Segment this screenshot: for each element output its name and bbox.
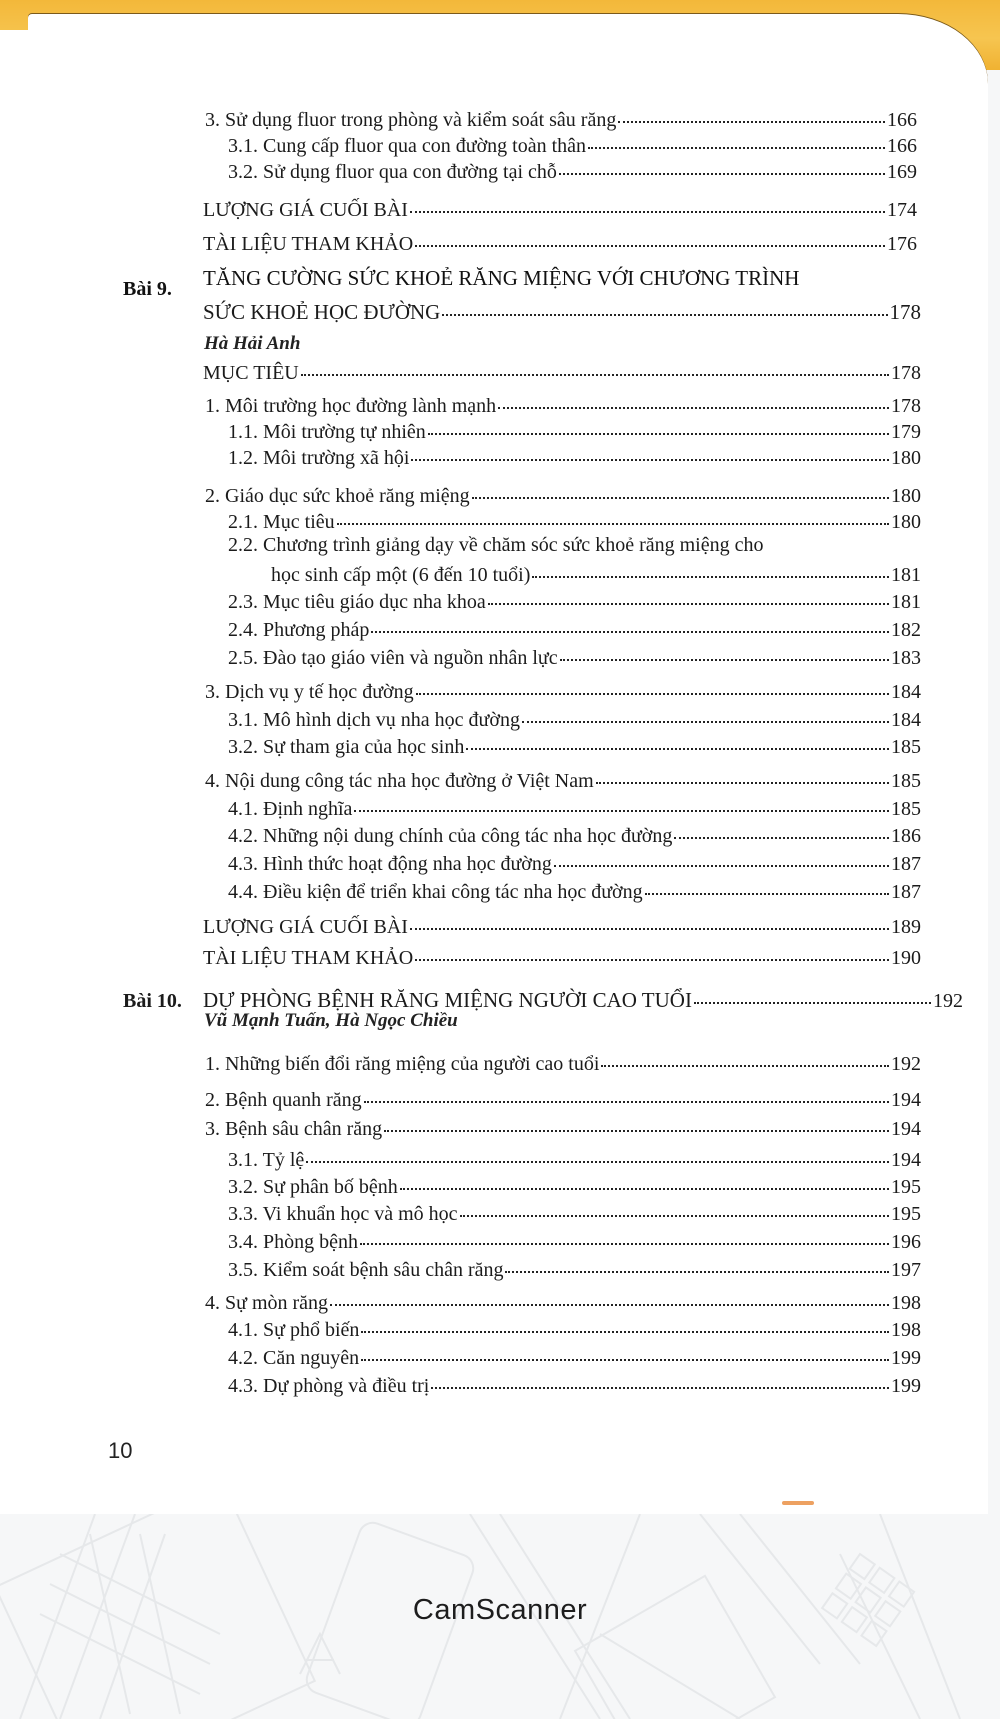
toc-entry-label: 3.5. Kiểm soát bệnh sâu chân răng <box>228 1259 504 1281</box>
toc-page-number: 198 <box>891 1319 921 1341</box>
lesson-author: Vũ Mạnh Tuấn, Hà Ngọc Chiều <box>204 1010 458 1031</box>
dot-leader <box>505 1271 889 1273</box>
dot-leader <box>554 865 889 867</box>
toc-entry-label: LƯỢNG GIÁ CUỐI BÀI <box>203 916 408 938</box>
toc-entry[interactable] <box>228 590 921 614</box>
toc-page-number: 181 <box>891 564 921 586</box>
dot-leader <box>371 631 889 633</box>
toc-entry-label: 3.3. Vi khuẩn học và mô học <box>228 1203 458 1225</box>
toc-page-number: 192 <box>933 990 963 1012</box>
toc-page-number: 169 <box>887 161 917 183</box>
toc-entry-label: MỤC TIÊU <box>203 362 299 384</box>
dot-leader <box>337 523 889 525</box>
toc-entry[interactable] <box>205 769 921 793</box>
toc-page-number: 195 <box>891 1176 921 1198</box>
toc-entry[interactable] <box>228 1374 921 1398</box>
dot-leader <box>400 1188 889 1190</box>
toc-entry[interactable] <box>228 618 921 642</box>
toc-entry-label: 2.1. Mục tiêu <box>228 511 335 533</box>
lesson-author: Hà Hải Anh <box>204 333 301 354</box>
toc-entry-label: 3.2. Sử dụng fluor qua con đường tại chỗ <box>228 161 557 183</box>
dot-leader <box>674 837 889 839</box>
toc-entry[interactable] <box>205 1117 921 1141</box>
toc-entry[interactable] <box>203 915 921 939</box>
toc-entry-label: 4. Nội dung công tác nha học đường ở Việt Nam <box>205 770 594 792</box>
dot-leader <box>472 497 889 499</box>
dot-leader <box>488 603 889 605</box>
dot-leader <box>431 1387 889 1389</box>
toc-entry[interactable] <box>203 946 921 970</box>
toc-page-number: 192 <box>891 1053 921 1075</box>
toc-page-number: 174 <box>887 199 917 221</box>
toc-entry[interactable] <box>228 708 921 732</box>
dot-leader <box>645 893 889 895</box>
toc-entry[interactable] <box>228 1175 921 1199</box>
scan-smudge <box>782 1501 814 1505</box>
toc-entry-label: 3. Bệnh sâu chân răng <box>205 1118 383 1140</box>
toc-entry[interactable] <box>228 446 921 470</box>
dot-leader <box>466 748 889 750</box>
toc-entry[interactable] <box>228 1230 921 1254</box>
toc-entry[interactable] <box>228 852 921 876</box>
toc-page-number: 189 <box>891 916 921 938</box>
dot-leader <box>364 1101 889 1103</box>
toc-entry[interactable] <box>205 680 921 704</box>
toc-page-number: 194 <box>891 1149 921 1171</box>
toc-entry[interactable] <box>203 198 917 222</box>
toc-entry-label: 2. Giáo dục sức khoẻ răng miệng <box>205 485 470 507</box>
toc-page-number: 179 <box>891 421 921 443</box>
toc-entry[interactable] <box>205 1291 921 1315</box>
toc-entry-label: 4.1. Định nghĩa <box>228 798 353 820</box>
toc-entry[interactable] <box>228 1346 921 1370</box>
lesson-title-entry[interactable] <box>203 300 921 324</box>
toc-entry-label: 4.4. Điều kiện để triển khai công tác nha học đường <box>228 881 643 903</box>
toc-entry[interactable] <box>228 420 921 444</box>
toc-entry[interactable] <box>228 824 921 848</box>
dot-leader <box>460 1215 889 1217</box>
dot-leader <box>416 693 889 695</box>
toc-page-number: 182 <box>891 619 921 641</box>
toc-entry-label: 1.1. Môi trường tự nhiên <box>228 421 426 443</box>
toc-entry[interactable] <box>228 510 921 534</box>
toc-page-number: 198 <box>891 1292 921 1314</box>
toc-page-number: 194 <box>891 1089 921 1111</box>
toc-page-number: 178 <box>889 300 921 324</box>
toc-page-number: 187 <box>891 853 921 875</box>
toc-page-number: 183 <box>891 647 921 669</box>
toc-entry-label: 4. Sự mòn răng <box>205 1292 329 1314</box>
toc-entry-label: 3.2. Sự tham gia của học sinh <box>228 736 465 758</box>
dot-leader <box>410 928 889 930</box>
toc-entry-label: 2.5. Đào tạo giáo viên và nguồn nhân lực <box>228 647 558 669</box>
dot-leader <box>596 782 889 784</box>
toc-entry[interactable] <box>203 361 921 385</box>
toc-entry-label: 4.2. Những nội dung chính của công tác nha học đường <box>228 825 673 847</box>
camscanner-brand: CamScanner <box>412 1594 588 1626</box>
toc-entry-label: 4.2. Căn nguyên <box>228 1347 360 1369</box>
toc-page-number: 180 <box>891 485 921 507</box>
toc-entry-label: 1.2. Môi trường xã hội <box>228 447 410 469</box>
toc-entry-label: 3. Sử dụng fluor trong phòng và kiểm soát sâu răng <box>205 109 617 131</box>
toc-entry[interactable] <box>228 797 921 821</box>
dot-leader <box>559 173 885 175</box>
toc-page-number: 197 <box>891 1259 921 1281</box>
dot-leader <box>415 959 889 961</box>
dot-leader <box>361 1359 889 1361</box>
toc-entry[interactable] <box>205 484 921 508</box>
toc-entry[interactable] <box>205 108 917 132</box>
dot-leader <box>588 147 885 149</box>
toc-page-number: 185 <box>891 798 921 820</box>
lesson-number: Bài 9. <box>123 278 172 300</box>
toc-entry[interactable] <box>228 160 917 184</box>
toc-page-number: 166 <box>887 109 917 131</box>
toc-page-number: 184 <box>891 681 921 703</box>
toc-entry[interactable] <box>228 533 921 557</box>
toc-entry-label: 1. Những biến đổi răng miệng của người cao tuổi <box>205 1053 600 1075</box>
dot-leader <box>354 810 889 812</box>
dot-leader <box>442 314 887 316</box>
toc-page-number: 187 <box>891 881 921 903</box>
dot-leader <box>522 721 889 723</box>
dot-leader <box>306 1161 889 1163</box>
toc-entry[interactable] <box>228 646 921 670</box>
toc-entry-label: 4.1. Sự phổ biến <box>228 1319 360 1341</box>
lesson-title: TĂNG CƯỜNG SỨC KHOẺ RĂNG MIỆNG VỚI CHƯƠNG TRÌNH <box>203 266 800 290</box>
toc-page-number: 195 <box>891 1203 921 1225</box>
toc-page-number: 184 <box>891 709 921 731</box>
toc-entry[interactable] <box>203 232 917 256</box>
dot-leader <box>618 121 885 123</box>
toc-entry[interactable] <box>228 1148 921 1172</box>
toc-entry[interactable] <box>228 1318 921 1342</box>
dot-leader <box>428 433 889 435</box>
toc-entry-label: 1. Môi trường học đường lành mạnh <box>205 395 497 417</box>
dot-leader <box>411 459 889 461</box>
toc-entry[interactable] <box>205 1052 921 1076</box>
toc-page-number: 186 <box>891 825 921 847</box>
toc-entry-label: 2.4. Phương pháp <box>228 619 370 641</box>
dot-leader <box>360 1243 889 1245</box>
toc-entry-label: 2. Bệnh quanh răng <box>205 1089 362 1111</box>
dot-leader <box>330 1304 889 1306</box>
toc-entry[interactable] <box>228 735 921 759</box>
toc-page-number: 194 <box>891 1118 921 1140</box>
toc-entry-label: 3.2. Sự phân bố bệnh <box>228 1176 398 1198</box>
toc-entry-label: 3.4. Phòng bệnh <box>228 1231 358 1253</box>
toc-page-number: 166 <box>887 135 917 157</box>
toc-page-number: 185 <box>891 770 921 792</box>
toc-entry-label: 2.2. Chương trình giảng dạy về chăm sóc sức khoẻ răng miệng cho <box>228 534 764 556</box>
toc-page-number: 178 <box>891 362 921 384</box>
toc-entry-label: 4.3. Hình thức hoạt động nha học đường <box>228 853 552 875</box>
dot-leader <box>498 407 889 409</box>
dot-leader <box>361 1331 889 1333</box>
toc-entry-label: học sinh cấp một (6 đến 10 tuổi) <box>271 564 531 586</box>
toc-page-number: 180 <box>891 447 921 469</box>
page-number: 10 <box>108 1438 133 1463</box>
toc-page-number: 185 <box>891 736 921 758</box>
lesson-title-line: SỨC KHOẺ HỌC ĐƯỜNG <box>203 300 441 324</box>
toc-entry-label: 4.3. Dự phòng và điều trị <box>228 1375 430 1397</box>
toc-entry-label: 3. Dịch vụ y tế học đường <box>205 681 414 703</box>
toc-entry-label: 2.3. Mục tiêu giáo dục nha khoa <box>228 591 486 613</box>
dot-leader <box>415 245 885 247</box>
lesson-title: DỰ PHÒNG BỆNH RĂNG MIỆNG NGƯỜI CAO TUỔI <box>203 988 692 1012</box>
toc-entry[interactable] <box>205 1088 921 1112</box>
dot-leader <box>532 576 889 578</box>
toc-page-number: 176 <box>887 233 917 255</box>
toc-entry[interactable] <box>271 563 921 587</box>
toc-entry[interactable] <box>228 1258 921 1282</box>
dot-leader <box>301 374 889 376</box>
toc-entry-label: LƯỢNG GIÁ CUỐI BÀI <box>203 199 408 221</box>
toc-entry[interactable] <box>228 1202 921 1226</box>
dot-leader <box>384 1130 889 1132</box>
toc-entry-label: TÀI LIỆU THAM KHẢO <box>203 947 414 969</box>
dot-leader <box>410 211 885 213</box>
lesson-number: Bài 10. <box>123 990 182 1012</box>
toc-entry[interactable] <box>228 134 917 158</box>
toc-page-number: 199 <box>891 1347 921 1369</box>
toc-entry-label: TÀI LIỆU THAM KHẢO <box>203 233 414 255</box>
toc-entry[interactable] <box>205 394 921 418</box>
dot-leader <box>694 1002 931 1004</box>
toc-entry-label: 3.1. Tỷ lệ <box>228 1149 305 1171</box>
toc-entry[interactable] <box>228 880 921 904</box>
toc-page-number: 190 <box>891 947 921 969</box>
toc-page-number: 199 <box>891 1375 921 1397</box>
toc-page-number: 196 <box>891 1231 921 1253</box>
dot-leader <box>601 1065 889 1067</box>
toc-page-number: 178 <box>891 395 921 417</box>
page-edge <box>0 30 28 1515</box>
dot-leader <box>560 659 889 661</box>
toc-entry-label: 3.1. Cung cấp fluor qua con đường toàn thân <box>228 135 587 157</box>
toc-entry-label: 3.1. Mô hình dịch vụ nha học đường <box>228 709 520 731</box>
toc-page-number: 180 <box>891 511 921 533</box>
toc-page-number: 181 <box>891 591 921 613</box>
